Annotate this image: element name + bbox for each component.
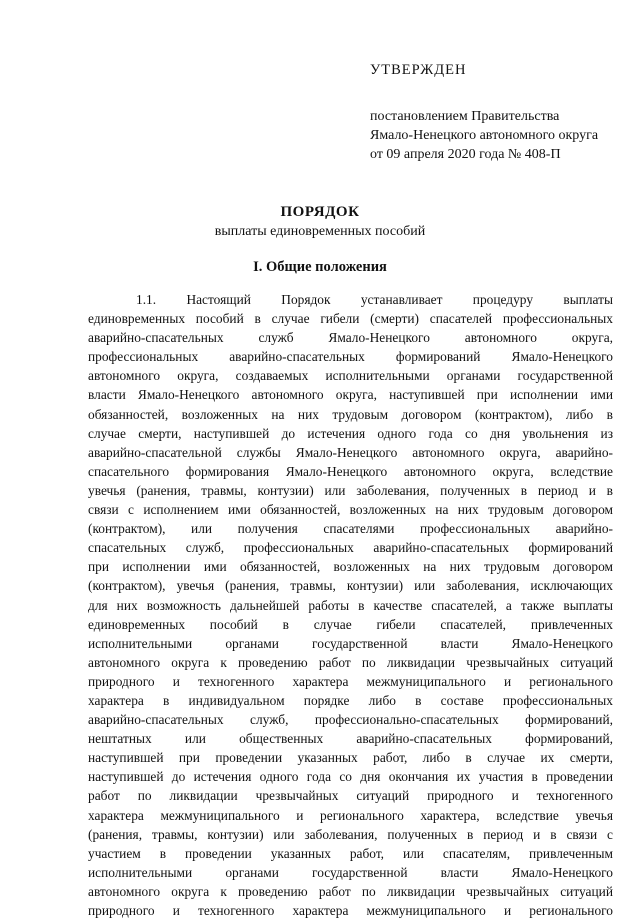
approval-line: постановлением Правительства (370, 109, 560, 124)
paragraph-line: характера в индивидуальном порядке либо в составе профессиональных (88, 692, 613, 708)
paragraph-line: природного и техногенного характера межмуниципального и регионального (88, 673, 613, 689)
paragraph-line: наступившей до истечения одного года со дня окончания их участия в проведении (88, 769, 613, 785)
approval-title: УТВЕРЖДЕН (370, 62, 467, 78)
paragraph-line: для них возможность дальнейшей работы в качестве спасателей, а также выплаты (88, 597, 613, 613)
paragraph-line: единовременных пособий в случае гибели (смерти) спасателей профессиональных (88, 311, 613, 327)
paragraph-line: единовременных пособий в случае гибели спасателей, привлеченных (88, 616, 613, 632)
paragraph-line: власти Ямало-Ненецкого автономного округа, наступившей при исполнении ими (88, 387, 613, 403)
approval-line: Ямало-Ненецкого автономного округа (370, 128, 599, 143)
paragraph-line: профессиональных аварийно-спасательных формирований Ямало-Ненецкого (88, 349, 613, 365)
paragraph-line: обязанностей, возложенных на них трудовым договором (контрактом), либо в (88, 406, 613, 422)
paragraph-line: нештатных или общественных аварийно-спасательных формирований, (88, 731, 613, 747)
paragraph-line: автономного округа, создаваемых исполнительными органами государственной (88, 368, 613, 384)
paragraph-line: наступившей при проведении указанных работ, либо в случае их смерти, (88, 750, 613, 766)
approval-line: от 09 апреля 2020 года № 408-П (370, 147, 561, 162)
paragraph-line: спасательных служб, профессиональных аварийно-спасательных формирований (88, 540, 613, 556)
paragraph-line: (контрактом), или получения спасателями профессиональных аварийно- (88, 521, 613, 537)
paragraph-line: автономного округа к проведению работ по ликвидации чрезвычайных ситуаций (88, 654, 613, 670)
paragraph-line: аварийно-спасательных служб Ямало-Ненецкого автономного округа, (88, 330, 613, 346)
paragraph-line: природного и техногенного характера межмуниципального и регионального (88, 903, 613, 918)
paragraph-line: исполнительными органами государственной власти Ямало-Ненецкого (88, 864, 613, 880)
paragraph-line: случае смерти, наступившей до истечения одного года со дня увольнения из (88, 425, 613, 441)
paragraph-line: увечья (ранения, травмы, контузии) или заболевания, полученных в период и в (88, 482, 613, 498)
paragraph-line: связи с исполнением ими обязанностей, возложенных на них трудовым договором (88, 502, 613, 518)
document-title: ПОРЯДОК (280, 204, 360, 220)
paragraph-line: аварийно-спасательной службы Ямало-Ненецкого автономного округа, аварийно- (88, 444, 613, 460)
paragraph-line: спасательного формирования Ямало-Ненецкого автономного округа, вследствие (88, 463, 613, 479)
paragraph-line: аварийно-спасательных служб, профессионально-спасательных формирований, (88, 712, 613, 728)
paragraph-1-1 (88, 290, 613, 920)
approval-block (370, 62, 630, 164)
paragraph-line: работ по ликвидации чрезвычайных ситуаций природного и техногенного (88, 788, 613, 804)
document-subtitle: выплаты единовременных пособий (214, 224, 426, 239)
paragraph-line: исполнительными органами государственной власти Ямало-Ненецкого (88, 635, 613, 651)
paragraph-line: (контрактом), увечья (ранения, травмы, контузии) или заболевания, исключающих (88, 578, 613, 594)
paragraph-line: характера межмуниципального и регионального характера, вследствие увечья (88, 807, 613, 823)
paragraph-line: автономного округа к проведению работ по ликвидации чрезвычайных ситуаций (88, 883, 613, 899)
paragraph-line: (ранения, травмы, контузии) или заболевания, полученных в период и в связи с (88, 826, 613, 842)
paragraph-line: участием в проведении указанных работ, или спасателям, привлеченным (88, 845, 613, 861)
paragraph-line: 1.1. Настоящий Порядок устанавливает процедуру выплаты (136, 292, 613, 307)
paragraph-line: при исполнении ими обязанностей, возложенных на них трудовым договором (88, 559, 613, 575)
section-heading: I. Общие положения (253, 259, 387, 275)
